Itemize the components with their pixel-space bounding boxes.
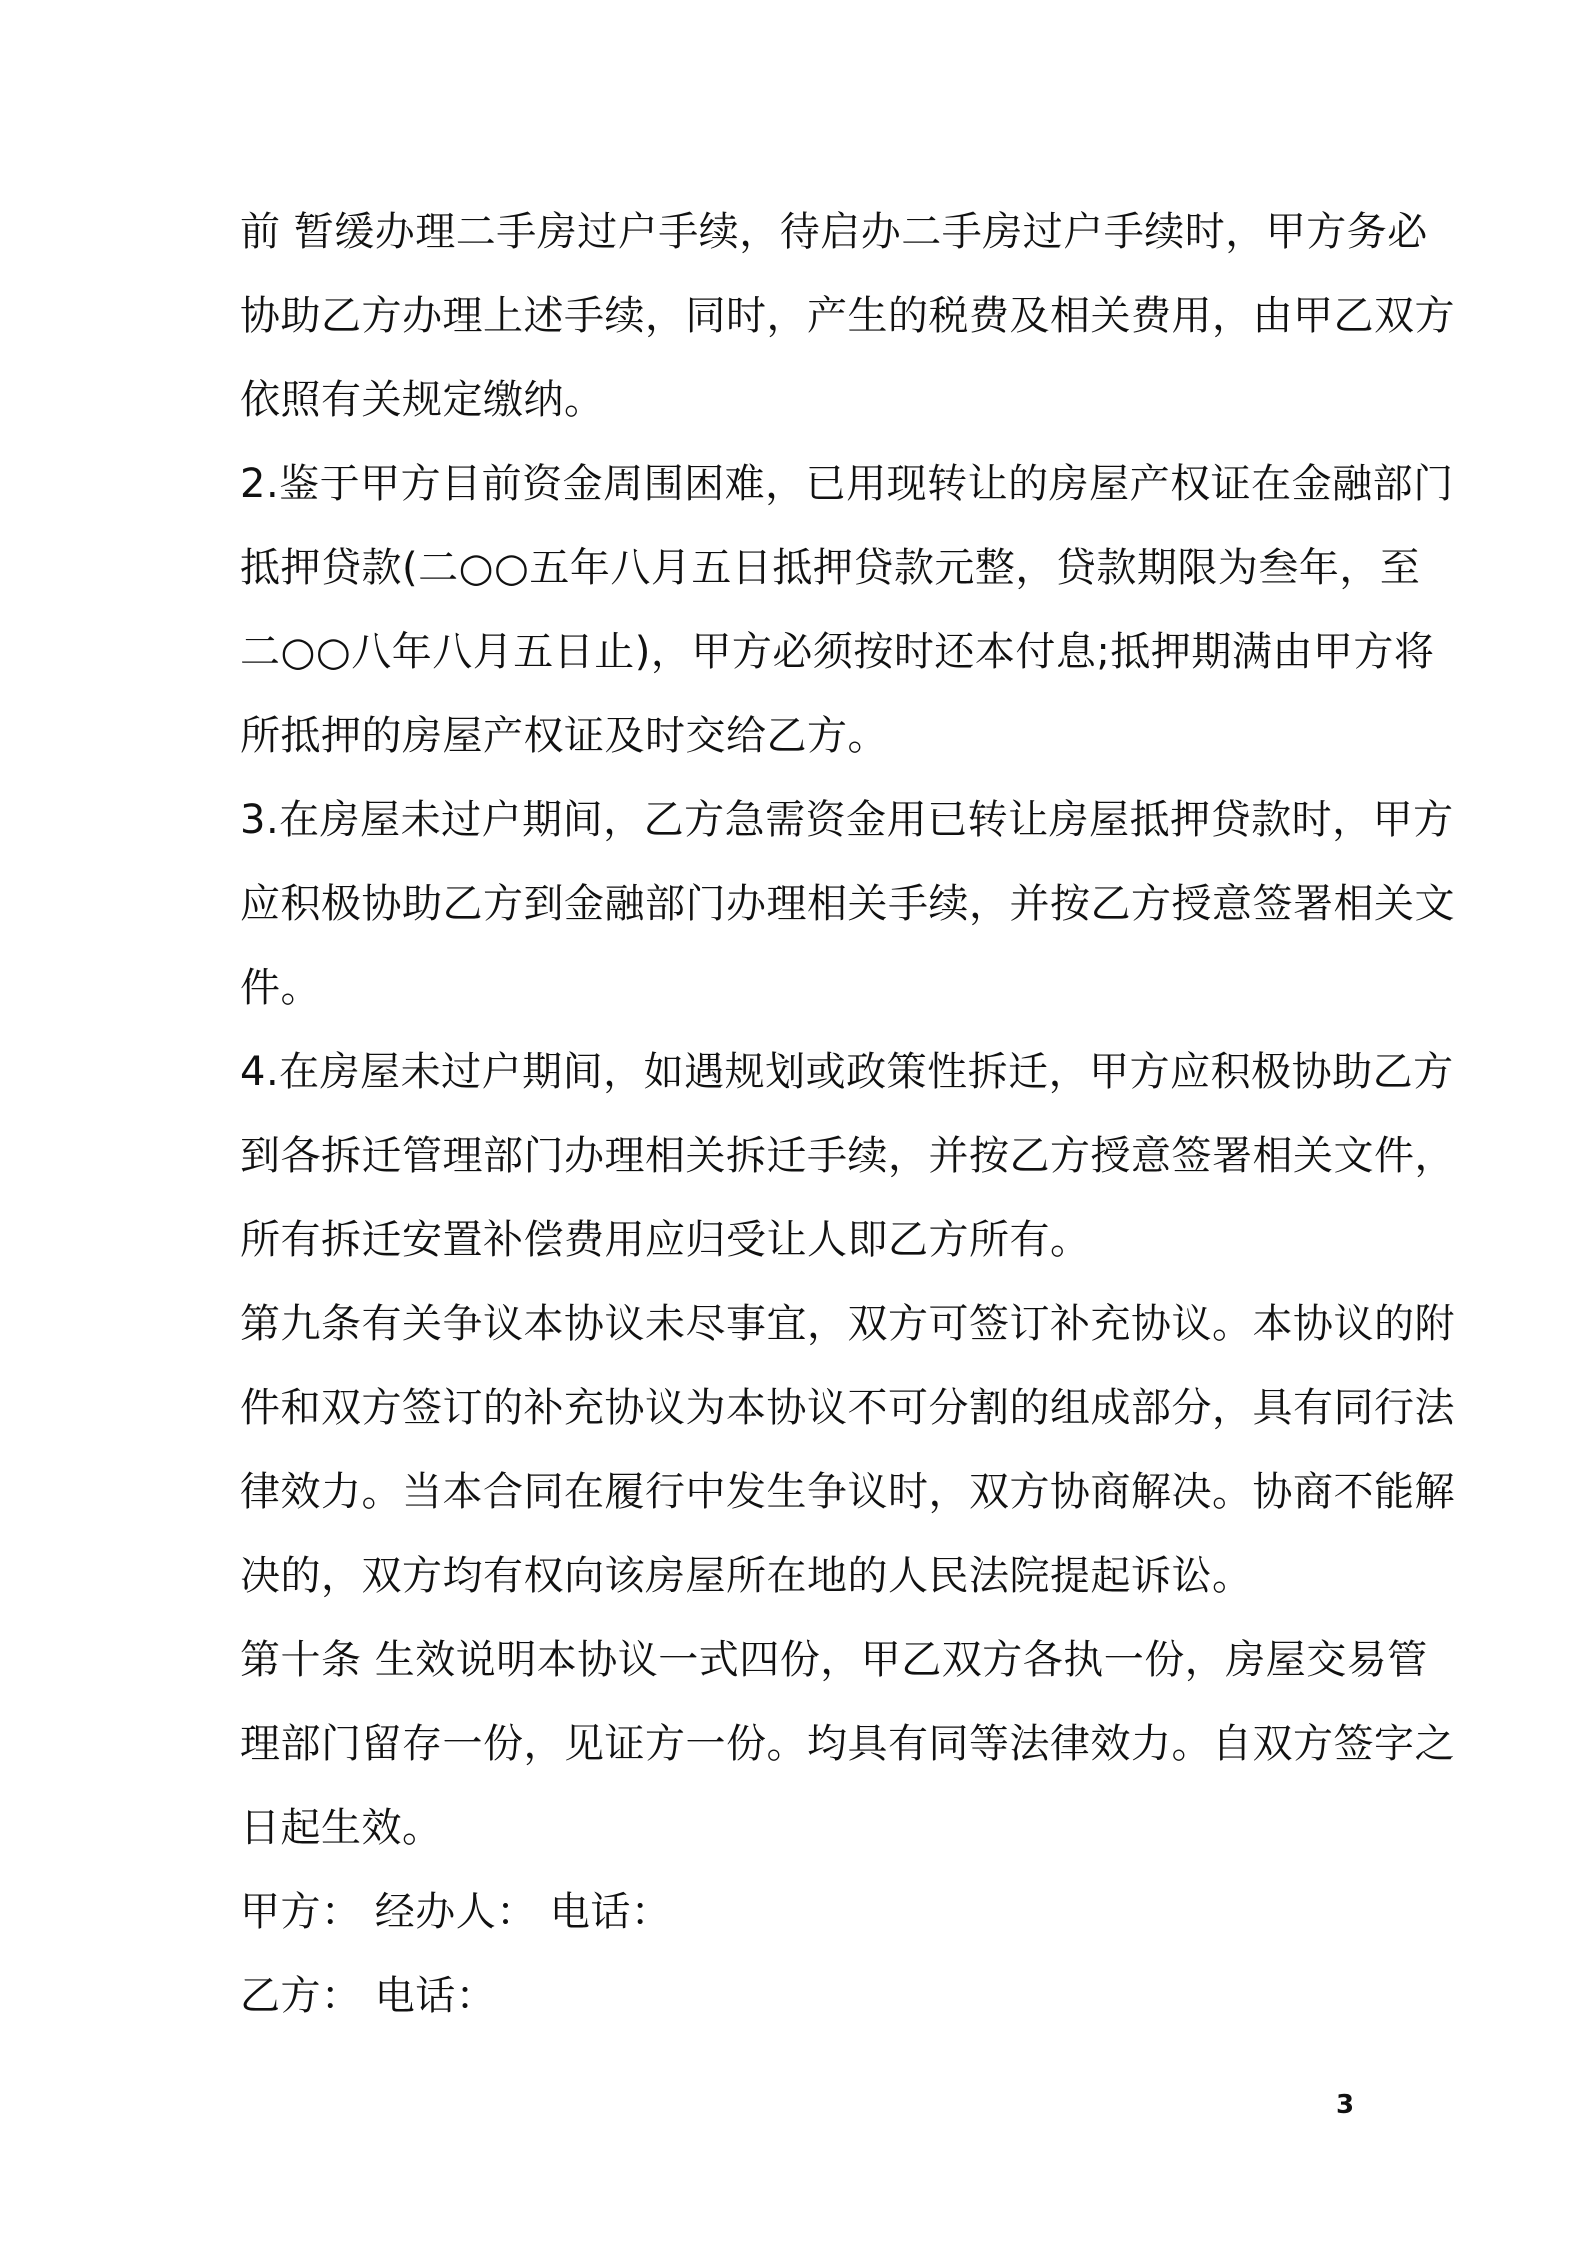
signature-line-party-a: 甲方： 经办人： 电话： bbox=[240, 1889, 672, 1935]
text-line: 依照有关规定缴纳。 bbox=[240, 377, 605, 423]
page-number: 3 bbox=[1336, 2090, 1355, 2120]
text-line: 二○○八年八月五日止)，甲方必须按时还本付息;抵押期满由甲方将 bbox=[240, 629, 1435, 675]
text-line: 理部门留存一份，见证方一份。均具有同等法律效力。自双方签字之 bbox=[240, 1721, 1455, 1767]
text-line: 4.在房屋未过户期间，如遇规划或政策性拆迁，甲方应积极协助乙方 bbox=[240, 1049, 1454, 1095]
text-line: 应积极协助乙方到金融部门办理相关手续，并按乙方授意签署相关文 bbox=[240, 881, 1455, 927]
text-line: 律效力。当本合同在履行中发生争议时，双方协商解决。协商不能解 bbox=[240, 1469, 1455, 1515]
text-line: 件。 bbox=[240, 965, 321, 1011]
text-line: 协助乙方办理上述手续，同时，产生的税费及相关费用，由甲乙双方 bbox=[240, 293, 1455, 339]
text-line: 第十条 生效说明本协议一式四份，甲乙双方各执一份，房屋交易管 bbox=[240, 1637, 1428, 1683]
text-line: 日起生效。 bbox=[240, 1805, 443, 1851]
text-line: 到各拆迁管理部门办理相关拆迁手续，并按乙方授意签署相关文件， bbox=[240, 1133, 1455, 1179]
signature-line-party-b: 乙方： 电话： bbox=[240, 1973, 497, 2019]
text-line: 决的，双方均有权向该房屋所在地的人民法院提起诉讼。 bbox=[240, 1553, 1253, 1599]
text-line: 前 暂缓办理二手房过户手续，待启办二手房过户手续时，甲方务必 bbox=[240, 209, 1428, 255]
text-line: 所有拆迁安置补偿费用应归受让人即乙方所有。 bbox=[240, 1217, 1091, 1263]
text-line: 所抵押的房屋产权证及时交给乙方。 bbox=[240, 713, 888, 759]
text-line: 2.鉴于甲方目前资金周围困难，已用现转让的房屋产权证在金融部门 bbox=[240, 461, 1454, 507]
text-line: 第九条有关争议本协议未尽事宜，双方可签订补充协议。本协议的附 bbox=[240, 1301, 1455, 1347]
text-line: 件和双方签订的补充协议为本协议不可分割的组成部分，具有同行法 bbox=[240, 1385, 1455, 1431]
document-body bbox=[240, 190, 1455, 2038]
text-line: 抵押贷款(二○○五年八月五日抵押贷款元整，贷款期限为叁年，至 bbox=[240, 545, 1421, 591]
text-line: 3.在房屋未过户期间，乙方急需资金用已转让房屋抵押贷款时，甲方 bbox=[240, 797, 1454, 843]
